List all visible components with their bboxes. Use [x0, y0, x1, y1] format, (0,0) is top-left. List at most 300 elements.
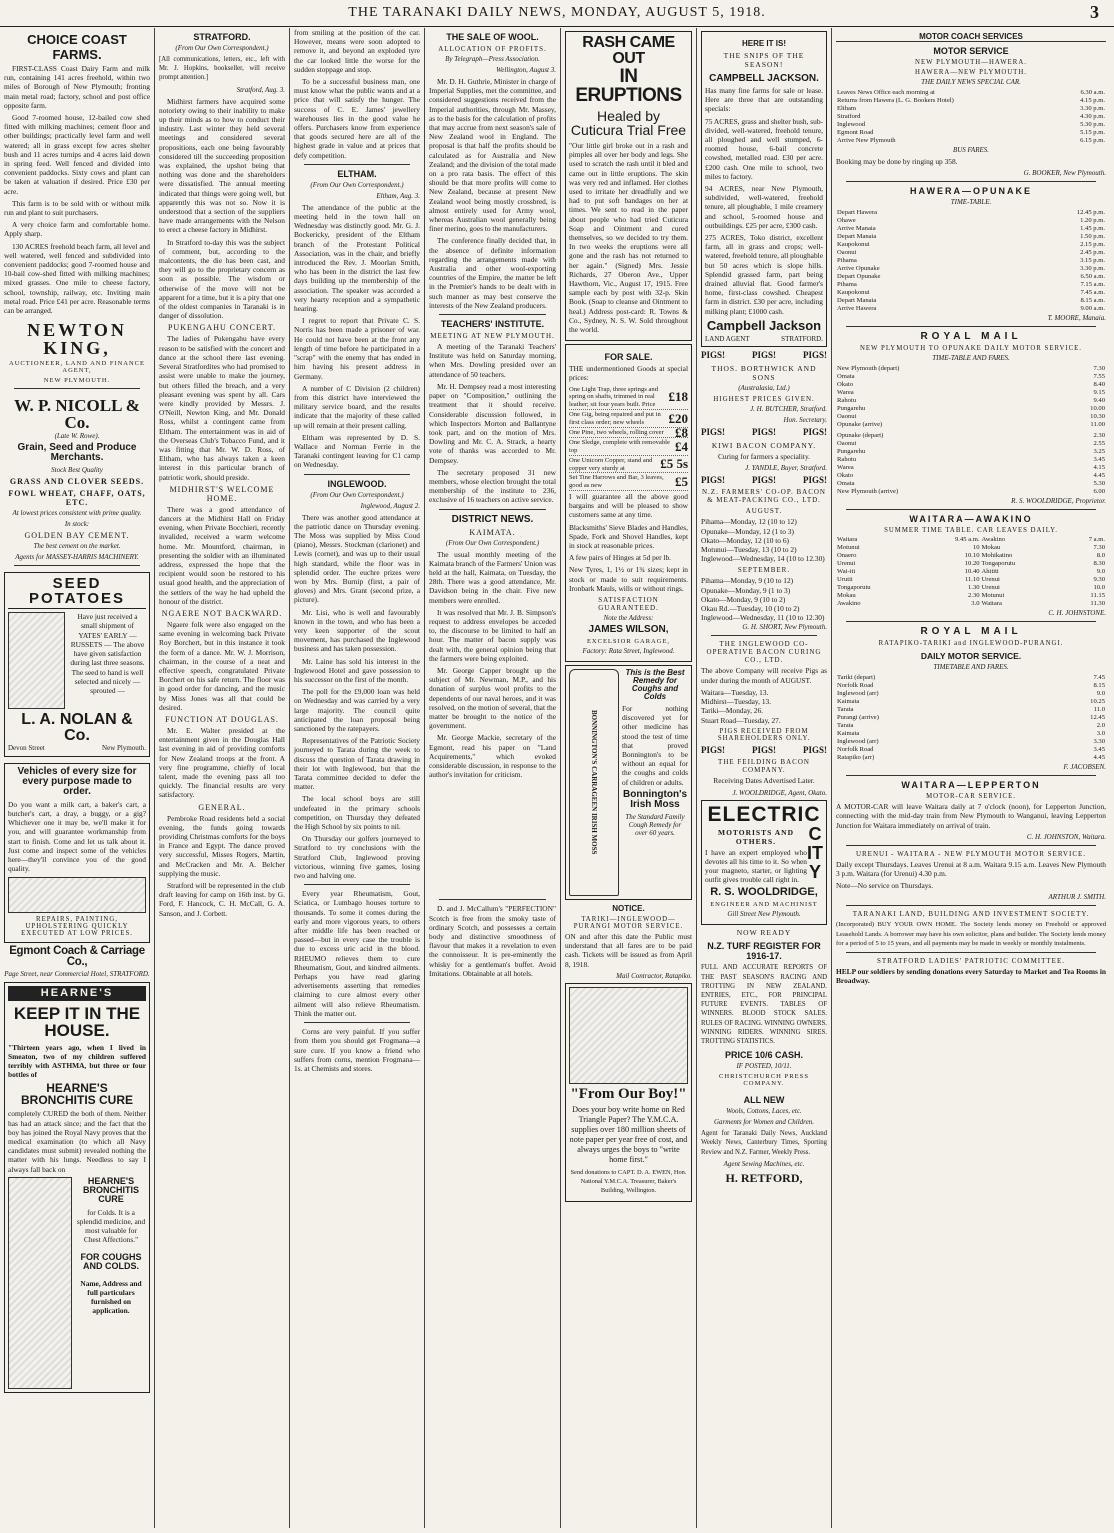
timetable-row — [836, 714, 1106, 722]
article-text: It was resolved that Mr. J. B. Simpson's request to address envelopes be acceded to, the discourse to be limited to half an hour. The matter of bacon supply was dealt with, the general opinion being that the farmers were being exploited. — [429, 607, 556, 663]
timetable-awakino — [836, 536, 1106, 608]
smith: ARTHUR J. SMITH. — [1048, 893, 1106, 902]
timetable-cell: 6.50 a.m. — [1080, 273, 1105, 281]
timetable-cell: 8.15 a.m. — [1080, 297, 1105, 305]
timetable-row — [836, 297, 1106, 305]
article-text: Mr. D. H. Guthrie, Minister in charge of Imperial Supplies, met the committee, and considered suggestions received from the Imperial authorities, through Mr. Massey, as to the basis for the calculation of profits that may accrue from next season's sale of New Zealand wool in England. The proposal is that half the profits should be calculated as for Australia and New Zealand; and the division of the total made on a pro rata basis. The effect of this should be that more profits will come to New Zealand, because at present New Zealand wool being mostly crossbred, is almost entirely used for Army wool, whereas Australian wool generally being finer merino, goes to the manufacturers. — [429, 77, 556, 234]
timetable-cell: Ahititi — [981, 568, 999, 576]
timetable-hawera — [836, 89, 1106, 145]
borthwick-sub: (Australasia, Ltd.) — [738, 384, 790, 393]
article-text: On Thursday our golfers journeyed to Stratford to try conclusions with the Stratford Club, Inglewood proving victorious, winning five games, losing two and halving one. — [294, 834, 420, 881]
timetable-cell: Motunui — [981, 592, 1005, 600]
timetable-cell: 12.45 p.m. — [1076, 209, 1105, 217]
timetable-np-out — [836, 365, 1106, 429]
timetable-row — [836, 456, 1106, 464]
pigs-label: PIGS! — [751, 744, 776, 755]
timetable-row — [836, 560, 1106, 568]
timetable-row — [836, 129, 1106, 137]
timetable-cell: 8.40 — [1093, 381, 1105, 389]
timetable-cell: 10.30 — [1090, 413, 1105, 421]
farms-text: This farm is to be sold with or without milk run and plant to suit purchasers. — [4, 198, 150, 218]
soldier-illustration — [569, 987, 688, 1084]
timetable-cell: Pungarehu — [837, 405, 866, 413]
timetable-cell: Wai-iti — [837, 568, 856, 576]
column-2 — [155, 28, 289, 1528]
pigs-row — [701, 428, 827, 437]
timetable-row — [836, 389, 1106, 397]
land-society: TARANAKI LAND, BUILDING AND INVESTMENT SOCIETY. — [852, 910, 1090, 919]
masthead-title: THE TARANAKI DAILY NEWS, MONDAY, AUGUST 5, 1918. — [348, 5, 766, 20]
august-list — [701, 517, 827, 563]
timetable-cell: Inglewood — [837, 121, 866, 128]
divider — [846, 621, 1096, 622]
vehicles-repairs: REPAIRS, PAINTING, UPHOLSTERING QUICKLY EXECUTED AT LOW PRICES. — [21, 915, 133, 937]
list-item: Okato—Monday, 12 (10 to 6) — [701, 535, 789, 545]
inglewood-dateline: Inglewood, August 2. — [360, 501, 420, 510]
royal-mail: ROYAL MAIL — [920, 331, 1022, 343]
here-it-is: HERE IT IS! — [741, 39, 786, 48]
timetable-cell: 11.15 — [1090, 592, 1105, 600]
list-item: Tariki—Monday, 26. — [701, 706, 764, 716]
pigs-label: PIGS! — [701, 474, 726, 485]
timetable-opunake — [836, 209, 1106, 313]
timetable-cell: Warea — [837, 389, 854, 397]
nicoll-prices: At lowest prices consistent with prime quality. — [12, 509, 142, 518]
booker: G. BOOKER, New Plymouth. — [1023, 169, 1106, 178]
seed-title: SEED POTATOES — [8, 576, 146, 609]
nicoll-grain: FOWL WHEAT, CHAFF, OATS, ETC. — [8, 489, 146, 508]
kaimata-heading: KAIMATA. — [469, 527, 516, 537]
timetable-np-return — [836, 432, 1106, 496]
campbell-heading: CAMPBELL JACKSON. — [709, 73, 819, 84]
our-boy-body: Does your boy write home on Red Triangle Paper? The Y.M.C.A. supplies over 180 million sheets of note paper per year free of cost, and always urges the boys to "write home first." — [569, 1104, 688, 1164]
keep-body: "Thirteen years ago, when I lived in Smeaton, two of my children suffered terribly with ASTHMA, but three or four bottles of — [8, 1042, 146, 1080]
motor-service: MOTOR SERVICE — [933, 46, 1009, 56]
snips: THE SNIPS OF THE SEASON! — [723, 51, 805, 69]
timetable-cell: 7.55 — [1093, 373, 1105, 381]
coughs-colds: FOR COUGHS AND COLDS. — [80, 1251, 142, 1271]
hawera-opunake: HAWERA—OPUNAKE — [909, 186, 1032, 197]
timetable-cell: 3.30 — [1093, 738, 1105, 746]
timetable-row — [836, 722, 1106, 730]
timetable-cell: New Plymouth (arrive) — [837, 488, 899, 496]
timetable-cell: Depart Hawera — [837, 209, 878, 217]
notice-heading: NOTICE. — [612, 904, 645, 914]
timetable-row — [836, 754, 1106, 762]
timetable-row — [836, 738, 1106, 746]
electric-word: ELECTRIC — [707, 802, 821, 826]
divider — [14, 388, 140, 389]
timetable-cell: Arrive Manaia — [837, 225, 876, 233]
divider — [439, 314, 546, 315]
mail-contractor: Mail Contractor, Ratapiko. — [616, 971, 692, 980]
article-text: The usual monthly meeting of the Kaimata branch of the Farmers' Union was held at the hall, Kaimata, on Tuesday, the 28th. There was a good attendance, Mr. Davidson being in the chair. Five new members were enrolled. — [429, 549, 556, 605]
kiwi-bacon: KIWI BACON COMPANY. — [711, 440, 817, 450]
hon-secretary: Hon. Secretary. — [783, 416, 827, 425]
newton-king-sub: AUCTIONEER, LAND AND FINANCE AGENT, — [9, 360, 145, 375]
lepperton-body: A MOTOR-CAR will leave Waitara daily at 7 o'clock (noon), for Lepperton Junction, connecting with the mid-day train from New Plymouth to Wanganui, leaving Lepperton Junction for Waitara immediately on arrival of train. — [836, 802, 1106, 830]
timetable-row — [836, 209, 1106, 217]
timetable-cell: 9.15 — [1093, 389, 1105, 397]
for-sale-tyres: New Tyres, 1, 1½ or 1¾ sizes; kept in stock or made to suit requirements. Ironbark Mauls, wills or without rings. — [569, 565, 688, 593]
column-5 — [561, 28, 696, 1528]
for-sale-item-desc: Set Tine Harrows and Bar, 3 leaves, good as new — [569, 474, 664, 490]
special-car: THE DAILY NEWS SPECIAL CAR. — [921, 78, 1021, 86]
for-sale-item-price: £5 — [675, 473, 688, 489]
bonn-body: For nothing discovered yet for other medicine has stood the test of time that proved Bonnington's to be without an equal for the coughs and colds of children or adults. — [622, 704, 688, 787]
timetable-cell: Waitara — [981, 600, 1002, 608]
timetable-row — [836, 552, 1106, 560]
timetable-cell: 1.20 p.m. — [1080, 217, 1105, 225]
timetable-row — [836, 373, 1106, 381]
section-heading: NGAERE NOT BACKWARD. — [161, 608, 283, 618]
for-sale-item-desc: One Unicorn Copper, stand and copper very sturdy at — [569, 456, 653, 472]
timetable-cell: Oaonui — [837, 249, 857, 257]
timetable-cell: Tarata — [837, 706, 854, 714]
article-text: Corns are very painful. If you suffer from them you should get Frogmana—a sure cure. If you know a friend who suffers from corns, mention Frogmana—1s. at Chemists and stores. — [294, 1027, 420, 1073]
motorists: MOTORISTS AND OTHERS. — [717, 827, 794, 846]
article-text: from smiling at the position of the car. However, means were soon adopted to remove it, and beyond an exploded tyre the car looked little the worse for the sudden stoppage and stop. — [294, 28, 420, 74]
article-text: A meeting of the Taranaki Teachers' Institute was held on Saturday morning, when Mrs. Dowling presided over an attendance of 50 teachers. — [429, 342, 556, 379]
timetable-cell: Arrive New Plymouth — [837, 137, 896, 144]
timetable-row — [836, 273, 1106, 281]
timetable-cell: Okato — [837, 472, 854, 480]
timetable-cell: 9.45 a.m. — [955, 536, 980, 544]
wools: Wools, Cottons, Laces, etc. — [726, 1107, 802, 1116]
divider — [711, 635, 817, 636]
feilding-body: Receiving Dates Advertised Later. — [713, 776, 815, 786]
vehicles-title: Vehicles of every size for every purpose made to order. — [17, 765, 137, 797]
timetable-row — [836, 432, 1106, 440]
timetable-cell: 3.45 — [1093, 456, 1105, 464]
nicoll-seeds: GRASS AND CLOVER SEEDS. — [9, 477, 145, 487]
for-sale-items — [569, 386, 688, 491]
timetable-cell: 2.55 — [1093, 440, 1105, 448]
timetable-cell: Urenui — [837, 560, 856, 568]
egmont-name: Egmont Coach & Carriage Co., — [9, 944, 145, 968]
timetable-purangi — [836, 674, 1106, 762]
timetable-cell: 9.00 a.m. — [1080, 305, 1105, 313]
electric-body: I have an expert employed who devotes all his time to it. So when your magneto, starter, or lighting outfit gives trouble call right in. — [705, 847, 807, 885]
timetable-cell: Kaimata — [837, 698, 860, 706]
timetable-cell: Omata — [837, 373, 855, 381]
newton-king-name: NEWTON KING, — [27, 320, 127, 359]
campbell-name: Campbell Jackson — [706, 317, 822, 333]
list-item: Okato—Monday, 9 (10 to 2) — [701, 594, 786, 604]
timetable-cell: Ratapiko (arr) — [837, 754, 875, 762]
timetable-cell: Onaero — [837, 552, 857, 560]
timetable-cell: 4.45 — [1093, 754, 1105, 762]
timetable-cell: Omata — [837, 480, 855, 488]
timetable-cell: Inglewood (arr) — [837, 690, 879, 698]
column-7 — [832, 28, 1114, 1528]
timetable-cell: Urenui — [981, 584, 1000, 592]
timetable-cell: 6.00 — [1093, 488, 1105, 496]
johnston-2: C. H. JOHNSTON, Waitara. — [1026, 832, 1106, 841]
hearnes-ad — [4, 982, 150, 1393]
potato-illustration — [8, 612, 65, 709]
timetable-cell: Ohawe — [837, 217, 856, 225]
timetable-cell: 10 — [972, 544, 980, 552]
bronchitis-body: completely CURED the both of them. Neither has had an attack since; and the fact that the boy has joined the Royal Navy proves that the medical examination (to which all Navy candidates must submit) revealed nothing the matter with his lungs. Needless to say I always fall back on — [8, 1109, 146, 1174]
waitara-awakino: WAITARA—AWAKINO — [909, 514, 1033, 525]
page-number: 3 — [1090, 2, 1100, 22]
for-sale-item — [569, 474, 688, 491]
timetable-cell: 9.0 — [1096, 568, 1105, 576]
timetable-cell: Kaupokonui — [837, 241, 870, 249]
divider — [439, 509, 546, 510]
timetable-cell: Mokau — [981, 544, 1001, 552]
cuticura-headline: Healed by Cuticura Trial Free — [570, 108, 687, 138]
for-sale-item-desc: One Sledge, complete with removable top — [569, 439, 670, 455]
timetable-row — [836, 448, 1106, 456]
bronchitis-name-2: HEARNE'S BRONCHITIS CURE — [83, 1175, 139, 1204]
timetable-cell: 1.45 p.m. — [1080, 225, 1105, 233]
timetable-row — [836, 472, 1106, 480]
divider — [304, 1022, 410, 1023]
timetable-cell: 4.45 — [1093, 472, 1105, 480]
for-sale-item — [569, 439, 688, 456]
timetable-cell: Motunui — [837, 544, 860, 552]
timetable-cell: Leaves News Office each morning at — [837, 89, 935, 96]
timetable-cell: Stratford — [837, 113, 861, 120]
list-item: Waitara—Tuesday, 13. — [701, 687, 769, 697]
article-text: Mr. Laine has sold his interest in the Inglewood Hotel and gave possession to his successor on the first of the month. — [294, 656, 420, 684]
timetable-cell: Arrive Hawera — [837, 305, 877, 313]
article-text: There was another good attendance at the patriotic dance on Thursday evening. The Moss was supplied by Miss Coud (piano), Messrs. Stockman (clarionet) and Lewis (cornet), and was up to their usual high standard, while the floor was in splendid order. The euchre prizes were won by Mrs. Burnip (first, a pair of gloves) and Mrs. Grant (second prize, a picture). — [294, 512, 420, 605]
timetable-row — [836, 217, 1106, 225]
stratford-heading: STRATFORD. — [193, 32, 251, 42]
timetable-cell: Depart Manaia — [837, 233, 877, 241]
urenui-service: URENUI - WAITARA - NEW PLYMOUTH MOTOR SERVICE. — [855, 849, 1087, 858]
timetable-cell: 10.00 — [1090, 405, 1105, 413]
urenui-note: Note—No service on Thursdays. — [836, 881, 934, 891]
coop-dates — [701, 688, 827, 725]
nicoll-stock: Stock Best Quality — [51, 466, 103, 475]
timetable-row — [836, 488, 1106, 496]
article-text: The attendance of the public at the meeting held in the town hall on Wednesday was distinctly good. Mr. G. J. Bockericky, president of the Eltham branch of the Protestant Political Association, was in the chair, and briefly introduced the Rev. J. Moorlan Smith, who has been in the district the last few days building up the membership of the association. The speaker was accorded a very hearty reception and a sympathetic hearing. — [294, 202, 420, 314]
urenui-body: Daily except Thursdays. Leaves Urenui at 8 a.m. Waitara 9.15 a.m. Leaves New Plymouth 3 p.m. Waitara (for Urenui) 4.30 p.m. — [836, 859, 1106, 879]
timetable-row — [836, 568, 1106, 576]
timetable-row — [836, 600, 1106, 608]
timetable-cell: Tongaporutu — [837, 584, 871, 592]
timetable-row — [836, 576, 1106, 584]
ratapiko: RATAPIKO-TARIKI and INGLEWOOD-PURANGI. — [878, 640, 1064, 648]
sewing: Agent Sewing Machines, etc. — [723, 1159, 805, 1168]
timetable-cell: Urutii — [837, 576, 853, 584]
notice-body: ON and after this date the Public must understand that all fares are to be paid cash. Tickets will be issued as from April 8, 1918. — [565, 932, 692, 969]
timetable-cell: 8.30 — [1093, 560, 1105, 568]
farm-text: Has many fine farms for sale or lease. Here are three that are outstanding specials: — [705, 86, 823, 114]
timetable-row — [836, 592, 1106, 600]
timetable-cell: Depart Manaia — [837, 297, 877, 305]
timetable-cell: 3.0 — [971, 600, 980, 608]
for-sale-item-price: £8 — [675, 424, 688, 440]
vehicles-ad — [4, 763, 150, 943]
list-item: Okau Rd.—Tuesday, 10 (10 to 2) — [701, 604, 800, 614]
farm-text: 75 ACRES, grass and shelter bush, sub-divided, well-watered, freehold tenure, all ploughed and well stumped, 6-roomed house, 6-bail concrete cowshed, metalled road. £30 per acre. £200 cash. One mile to school, two miles to factory. — [705, 116, 823, 181]
for-sale-item — [569, 411, 688, 428]
article-text: The ladies of Pukengahu have every reason to be satisfied with the concert and dance at the school there last evening. Several Stratfordites who had promised to assist were unable to make the journey, but others filled the breach, and a very pleasant evening was spent by all. Cars were kindly provided by Messrs. J. O'Neill, Newton King, and Mr. Donald Ross, whilst a contingent came from Eltham. The entertainment was in aid of the Overseas Club's Tobacco Fund, and it was fitting that Mr. W. D. Ross, of Eltham, who has always taken a keen interest in this particular branch of patriotic work, should preside. — [159, 334, 285, 482]
timetable-row — [836, 690, 1106, 698]
patriotic-body: HELP our soldiers by sending donations every Saturday to Market and Tea Rooms in Broadway. — [836, 967, 1106, 986]
for-sale-item-price: £5 5s — [660, 456, 688, 472]
timetable-cell: 2.30 — [968, 592, 980, 600]
route-hawera-np: HAWERA—NEW PLYMOUTH. — [915, 69, 1027, 76]
list-item: Pihama—Monday, 9 (10 to 12) — [701, 576, 794, 586]
timetable-row — [836, 746, 1106, 754]
article-text: The conference finally decided that, in the absence of definite information regarding the arrangements made with Australia and other wool-exporting countries of the Empire, the matter be left in the Premier's hands to be dealt with in such manner as may best conserve the interests of the New Zealand producers. — [429, 236, 556, 310]
timetable-row — [836, 105, 1106, 113]
timetable-row — [836, 265, 1106, 273]
divider — [846, 845, 1096, 846]
timetable-cell: Egmont Road — [837, 129, 874, 136]
timetable-row — [836, 137, 1106, 145]
route-np-hawera: NEW PLYMOUTH—HAWERA. — [915, 59, 1027, 66]
august-heading: AUGUST. — [745, 507, 783, 516]
timetable-cell: 11.0 — [1093, 706, 1105, 714]
timetable-cell: Urenui — [981, 576, 1000, 584]
divider — [846, 952, 1096, 953]
vehicles-body: Do you want a milk cart, a baker's cart, a butcher's cart, a dray, a buggy, or a gig? Whichever one it may be, we'll make it for you, and will guarantee workmanship from start to finish. Come and let us talk about it. Just come and inspect some of the vehicles here—they'll convince you of the good quality. — [8, 799, 146, 874]
article-text: Every year Rheumatism, Gout, Sciatica, or Lumbago houses torture to thousands. To some it comes during the early and more vigorous years, to others after middle life has been reached or passed—but in every case the trouble is due to excess uric acid in the blood. RHEUMO relieves them to cure Rheumatism, Gout, and kindred ailments. Perhaps you have read glaring advertisements asserting that remedies claiming to cure almost every other ailment will also relieve Rheumatism. Think the matter out. — [294, 889, 420, 1018]
timetable-cell: Oaonui — [837, 440, 857, 448]
booking: Booking may be done by ringing up 358. — [836, 157, 958, 166]
timetable-cell: 3.45 — [1093, 746, 1105, 754]
bronchitis-for: for Colds. It is a splendid medicine, and most valuable for Chest Affections." — [76, 1207, 146, 1245]
article-text: Eltham was represented by D. S. Wallace and Norman Ferrie in the Taranaki contingent leaving for C1 camp on Wednesday. — [294, 432, 420, 470]
timetable-cell: 3.0 — [1096, 730, 1105, 738]
pigs-label: PIGS! — [701, 350, 726, 361]
timetable-cell: 8.0 — [1096, 552, 1105, 560]
district-news-heading: DISTRICT NEWS. — [451, 513, 534, 525]
timetable-cell: 10.20 — [964, 560, 980, 568]
butcher-name: J. H. BUTCHER, Stratford. — [750, 405, 827, 414]
list-item: Opunake—Monday, 9 (1 to 3) — [701, 585, 791, 595]
timetable-cell: 6.30 a.m. — [1080, 89, 1105, 96]
timetable-row — [836, 97, 1106, 105]
our-boy-send: Send donations to CAPT. D. A. EWEN, Hon. National Y.M.C.A. Treasurer, Baker's Building, Wellington. — [570, 1168, 687, 1195]
timetable-cell: 2.45 p.m. — [1080, 249, 1105, 257]
turf-posted: IF POSTED, 10/11. — [736, 1062, 792, 1071]
moore: T. MOORE, Manaia. — [1047, 314, 1106, 323]
all-new: ALL NEW — [743, 1095, 785, 1106]
electric-city-ad — [701, 800, 827, 926]
name-address: Name, Address and full particulars furnished on application. — [80, 1278, 142, 1316]
satisfaction: SATISFACTION GUARANTEED. — [598, 596, 659, 613]
divider — [304, 884, 410, 885]
retford-name: H. RETFORD, — [725, 1170, 803, 1185]
timetable-cell: 5.30 p.m. — [1080, 121, 1105, 128]
nicoll-name: W. P. NICOLL & Co. — [14, 396, 140, 433]
timetable-cell: Waitara — [837, 536, 858, 544]
rsw-address: Gill Street New Plymouth. — [727, 910, 801, 919]
timetable-cell: 2.15 p.m. — [1080, 241, 1105, 249]
cuticura-body: "Our little girl broke out in a rash and pimples all over her body and legs. She used to scratch the rash until it bled and came out in little eruptions. The skin was very red and inflamed. Her clothes used to irritate her dreadfully and we had to put soft bandages on her at times. We sent to read in the paper about people who had tried Cuticura Soap and Ointment and cured themselves, so we decided to try them. In two weeks the eruptions were all gone and the rash has not returned to her again." (Signed) Mrs. Jessie Richards, 27 Oberon Ave., Upper Hawthorn, Vic., August 17, 1915. Free sample each by post with 32-p. Skin Book. (Soap to cleanse and Ointment to heal.) Address post-card: R. Towns & Co., Sydney, N. S. W. Sold throughout the world. — [569, 141, 688, 335]
land-body: (Incorporated) BUY YOUR OWN HOME. The Society lends money on Freehold or approved Leasehold Lands. A borrower may have his own solicitor, plans and builder. The Society lends money for a period of 5 to 15 years, and all payments may be made in weekly or monthly instalments. — [836, 921, 1106, 947]
feilding-bacon: THE FEILDING BACON COMPANY. — [718, 758, 810, 775]
divider — [846, 326, 1096, 327]
divider — [846, 509, 1096, 510]
nicoll-agents: Agents for MASSEY-HARRIS MACHINERY. — [15, 553, 139, 562]
timetable-cell: 7.45 a.m. — [1080, 289, 1105, 297]
city-word: CITY — [807, 823, 823, 882]
nolan-name: L. A. NOLAN & Co. — [21, 711, 133, 745]
divider — [14, 565, 140, 566]
pigs-row — [701, 746, 827, 755]
wooldridge-agent: J. WOOLDRIDGE, Agent, Okato. — [732, 788, 827, 797]
divider — [846, 905, 1096, 906]
nicoll-late: (Late W. Rowe). — [54, 432, 100, 441]
article-text: Mr. E. Walter presided at the entertainment given in the Douglas Hall last evening in aid of providing comforts for New Zealand troops at the front. A very fine programme, chiefly of local talent, made the evening pass all too quickly. The financial results are very satisfactory. — [159, 726, 285, 800]
column-6 — [697, 28, 831, 1528]
article-text: Midhirst farmers have acquired some notoriety owing to their inability to make up their minds as to how to conduct their industry. Last winter they held several meetings and considered several propositions, each one being favourably considered till the succeeding proposition was explained, the upshot being that nothing was done and the shareholders were dissatisfied. The annual meeting indicated that things were going well, but apparently this was not so. Now it is understood that a section of the suppliers have made arrangements with the Nelson to erect a cheese factory in Midhirst. — [159, 96, 285, 235]
rsw-name: R. S. WOOLDRIDGE, — [710, 886, 818, 899]
bottle-illustration — [569, 669, 619, 896]
for-sale-guarantee: I will guarantee all the above good bargains and will be pleased to show customers same at any time. — [569, 492, 688, 520]
newton-king-town: NEW PLYMOUTH. — [43, 377, 111, 385]
farm-text: 94 ACRES, near New Plymouth, subdivided, well-watered, freehold tenure, all ploughable, 1 mile creamery and school, 5-roomed house and outbuildings. £25 per acre, £300 cash. — [705, 184, 823, 230]
timetable-cell: Opunake (depart) — [837, 432, 884, 440]
article-text: The poll for the £9,000 loan was held on Wednesday and was carried by a very large majority. The council quite anticipated the loan proposal being sanctioned by the ratepayers. — [294, 687, 420, 733]
article-text: I regret to report that Private C. S. Norris has been made a prisoner of war. He could not have been at the front any length of time before he participated in a "scrap" with the enemy that has ended in him having his present address in Germany. — [294, 316, 420, 381]
timetable-row — [836, 281, 1106, 289]
bonningtons-ad — [565, 665, 692, 900]
pigs-label: PIGS! — [701, 744, 726, 755]
wool-sub: ALLOCATION OF PROFITS. — [438, 45, 547, 53]
timetable-cell: 10.40 — [964, 568, 980, 576]
nicoll-instock: In stock: — [64, 520, 90, 529]
september-heading: SEPTEMBER. — [737, 566, 791, 575]
bottle-label: BONNINGTON'S CARRAGEEN IRISH MOSS — [590, 710, 598, 855]
timetable-label: TIME-TABLE. — [950, 198, 992, 207]
egmont-address: Page Street, near Commercial Hotel, STRATFORD. — [4, 969, 150, 978]
coop-body: The above Company will receive Pigs as under during the month of AUGUST. — [701, 666, 827, 685]
cuticura-ad — [565, 31, 692, 341]
wool-telegraph: By Telegraph—Press Association. — [445, 55, 540, 63]
timetable-cell: Norfolk Road — [837, 746, 874, 754]
turf-body: FULL AND ACCURATE REPORTS OF THE PAST SEASON'S RACING AND TROTTING IN NEW ZEALAND. ENTRIES, ETC., FOR PRINCIPAL FUTURE EVENTS. TABLES OF WINNERS. BLOOD STOCK SALES. RULES OF RACING. WINNING OWNERS. WINNING RIDERS. WINNING SIRES. TROTTING STATISTICS. — [701, 964, 827, 1045]
for-sale-extra: Blacksmiths' Sieve Blades and Handles, Spade, Fork and Shovel Handles, kept in stock at reasonable prices. — [569, 522, 688, 551]
article-text: A number of C Division (2 children) from this district have interviewed the military service board, and the results indicate that the majority of these called up will remain at their present calling. — [294, 383, 420, 430]
timetable-cell: Tongaporutu — [981, 560, 1016, 568]
timetable-cell: Eltham — [837, 105, 857, 112]
agent-text: Agent for Taranaki Daily News, Auckland Weekly News, Canterbury Times, Sporting Review and N.Z. Farmer, Weekly Press. — [701, 1130, 827, 1156]
for-sale-intro: THE undermentioned Goods at special prices: — [569, 364, 688, 383]
timetable-cell: Tarata — [837, 722, 854, 730]
september-list — [701, 576, 827, 622]
timetable-row — [836, 480, 1106, 488]
kiwi-body: Curing for farmers a speciality. — [717, 451, 811, 461]
timetable-cell: Oaonui — [837, 413, 857, 421]
timetable-cell: Kaimata — [837, 730, 860, 738]
timetable-row — [836, 682, 1106, 690]
waitara-lepperton: WAITARA—LEPPERTON — [901, 780, 1041, 791]
timetable-cell: 7.30 — [1093, 544, 1105, 552]
timetable-cell: 10.10 — [964, 552, 980, 560]
nicoll-trade: Grain, Seed and Produce Merchants. — [17, 442, 137, 464]
column-3 — [290, 28, 424, 1528]
list-item: Motunui—Tuesday, 13 (10 to 2) — [701, 545, 797, 555]
timetable-cell: Pungarehu — [837, 448, 866, 456]
campbell-jackson-ad — [701, 31, 827, 347]
pigs-label: PIGS! — [751, 427, 776, 438]
inglewood-coop: THE INGLEWOOD CO-OPERATIVE BACON CURING CO., LTD. — [706, 640, 822, 665]
seed-potatoes-ad — [4, 572, 150, 757]
for-sale-item — [569, 457, 688, 474]
eltham-dateline: Eltham, Aug. 3. — [376, 191, 420, 200]
for-sale-item-price: £4 — [675, 438, 688, 454]
